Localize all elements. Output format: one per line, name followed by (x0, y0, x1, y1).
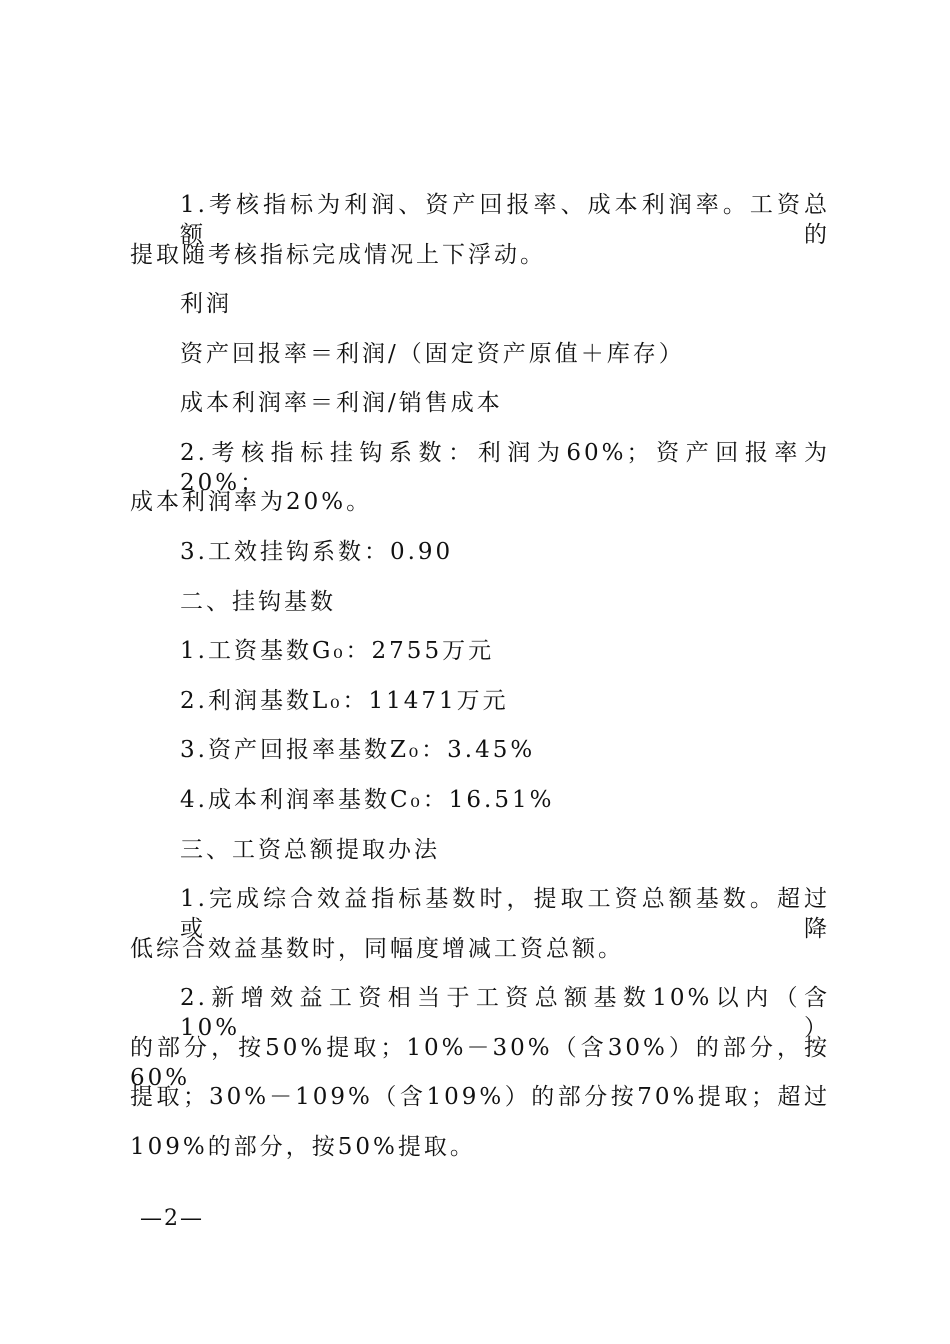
method-paragraph-2-line-4: 109%的部分，按50%提取。 (130, 1134, 476, 1160)
profit-base: 2.利润基数L₀：11471万元 (180, 688, 509, 714)
method-paragraph-1-line-1: 1.完成综合效益指标基数时，提取工资总额基数。超过或降 (180, 886, 830, 942)
asset-return-base: 3.资产回报率基数Z₀：3.45% (180, 737, 536, 763)
page-number: —2— (140, 1206, 204, 1231)
efficiency-coefficient: 3.工效挂钩系数：0.90 (180, 539, 454, 565)
paragraph-coefficients-line-2: 成本利润率为20%。 (130, 489, 373, 515)
method-paragraph-2-line-1: 2.新增效益工资相当于工资总额基数10%以内（含10%） (180, 985, 830, 1041)
cost-profit-base: 4.成本利润率基数C₀：16.51% (180, 787, 555, 813)
formula-cost-profit: 成本利润率＝利润/销售成本 (180, 390, 503, 416)
method-paragraph-1-line-2: 低综合效益基数时，同幅度增减工资总额。 (130, 936, 624, 962)
paragraph-line-2: 提取随考核指标完成情况上下浮动。 (130, 242, 546, 268)
paragraph-line-1: 1.考核指标为利润、资产回报率、成本利润率。工资总额的 (180, 192, 830, 248)
method-paragraph-2-line-2: 的部分，按50%提取；10%－30%（含30%）的部分，按60% (130, 1035, 830, 1091)
paragraph-coefficients-line-1: 2.考核指标挂钩系数：利润为60%；资产回报率为20%； (180, 440, 830, 496)
section-heading-method: 三、工资总额提取办法 (180, 837, 440, 863)
section-heading-base: 二、挂钩基数 (180, 589, 336, 615)
method-paragraph-2-line-3: 提取；30%－109%（含109%）的部分按70%提取；超过 (130, 1084, 830, 1110)
wage-base: 1.工资基数G₀：2755万元 (180, 638, 495, 664)
formula-profit: 利润 (180, 291, 232, 317)
formula-asset-return: 资产回报率＝利润/（固定资产原值＋库存） (180, 341, 685, 367)
